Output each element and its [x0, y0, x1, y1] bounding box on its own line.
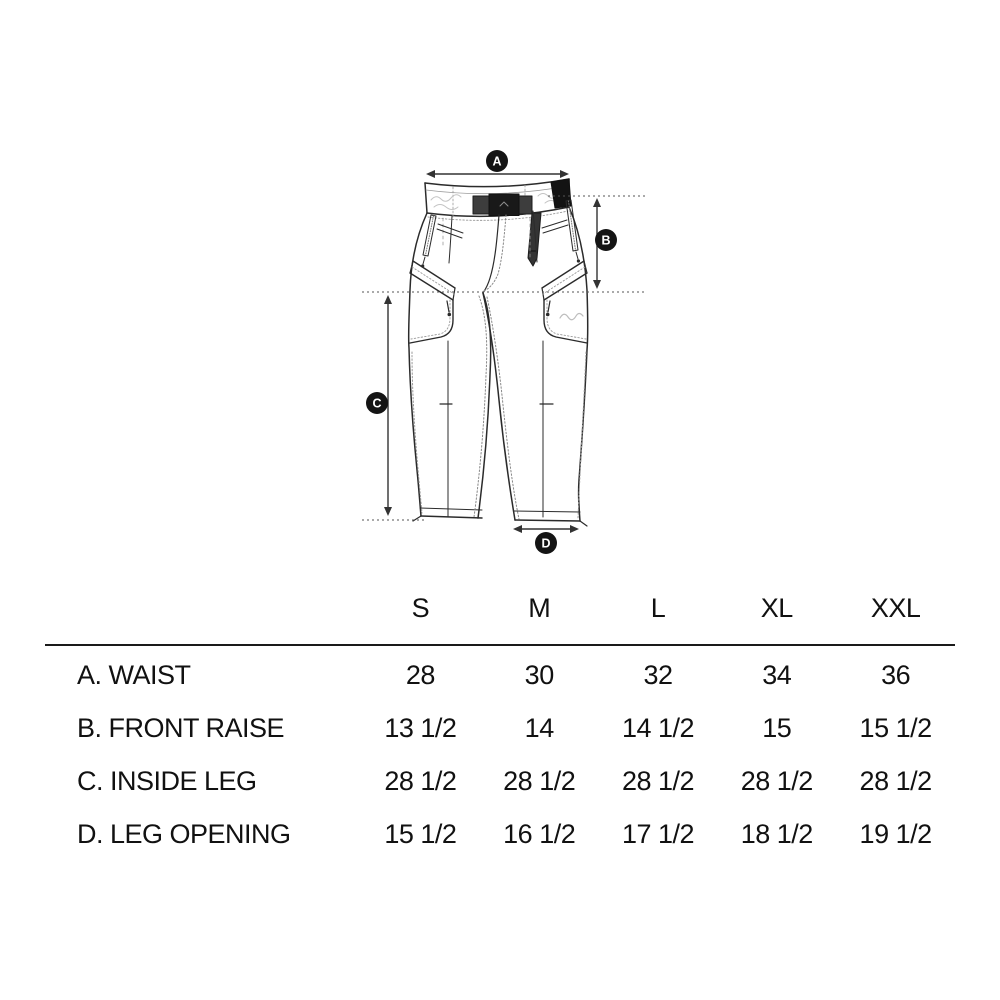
size-value-cell: 28 1/2	[384, 766, 457, 796]
size-value-cell: 28	[405, 660, 435, 690]
size-value-cell: 15	[762, 713, 792, 743]
table-row-leg-opening	[45, 820, 955, 848]
size-value-cell: 36	[881, 660, 911, 690]
hip-zip-pocket-right	[542, 200, 580, 263]
size-column-header-xl: XL	[760, 593, 793, 623]
fly-seam	[483, 215, 499, 293]
marker-letter-a: A	[492, 154, 502, 169]
size-column-header-s: S	[411, 593, 430, 623]
size-value-cell: 16 1/2	[503, 819, 576, 849]
marker-badge-a	[486, 150, 508, 172]
size-value-cell: 15 1/2	[859, 713, 932, 743]
size-value-cell: 15 1/2	[384, 819, 457, 849]
marker-letter-d: D	[541, 536, 551, 551]
pocket-logo-mark	[560, 314, 583, 320]
size-value-cell: 34	[762, 660, 792, 690]
size-value-cell: 19 1/2	[859, 819, 932, 849]
belt-buckle	[489, 194, 519, 216]
table-divider	[45, 644, 955, 646]
marker-letter-b: B	[601, 233, 611, 248]
size-value-cell: 28 1/2	[621, 766, 695, 796]
pants-body	[409, 207, 588, 526]
size-value-cell: 28 1/2	[859, 766, 932, 796]
marker-badge-c	[366, 392, 388, 414]
marker-badge-d	[535, 532, 557, 554]
size-value-cell: 13 1/2	[384, 713, 457, 743]
arrow-leg-opening	[513, 525, 579, 533]
size-column-header-l: L	[650, 593, 666, 623]
size-column-header-m: M	[528, 593, 551, 623]
measurement-row-label: B. FRONT RAISE	[77, 713, 285, 743]
table-row-inside-leg	[45, 767, 955, 795]
pants-outline	[409, 179, 588, 526]
marker-badge-b	[595, 229, 617, 251]
size-value-cell: 28 1/2	[503, 766, 576, 796]
size-value-cell: 14 1/2	[621, 713, 695, 743]
measurement-row-label: A. WAIST	[77, 660, 191, 690]
table-row-front-raise	[45, 714, 955, 742]
cargo-pocket-right	[542, 261, 587, 343]
marker-letter-c: C	[372, 396, 382, 411]
size-value-cell: 28 1/2	[740, 766, 813, 796]
size-value-cell: 14	[524, 713, 554, 743]
size-chart-header-row	[45, 594, 955, 622]
size-value-cell: 18 1/2	[740, 819, 813, 849]
size-value-cell: 17 1/2	[621, 819, 695, 849]
size-value-cell: 30	[524, 660, 554, 690]
cargo-pocket-left	[410, 261, 455, 343]
size-value-cell: 32	[643, 660, 673, 690]
table-row-waist	[45, 661, 955, 689]
measurement-row-label: C. INSIDE LEG	[77, 766, 257, 796]
measurement-row-label: D. LEG OPENING	[77, 819, 291, 849]
size-column-header-xxl: XXL	[870, 593, 921, 623]
hip-zip-pocket-left	[421, 215, 463, 268]
